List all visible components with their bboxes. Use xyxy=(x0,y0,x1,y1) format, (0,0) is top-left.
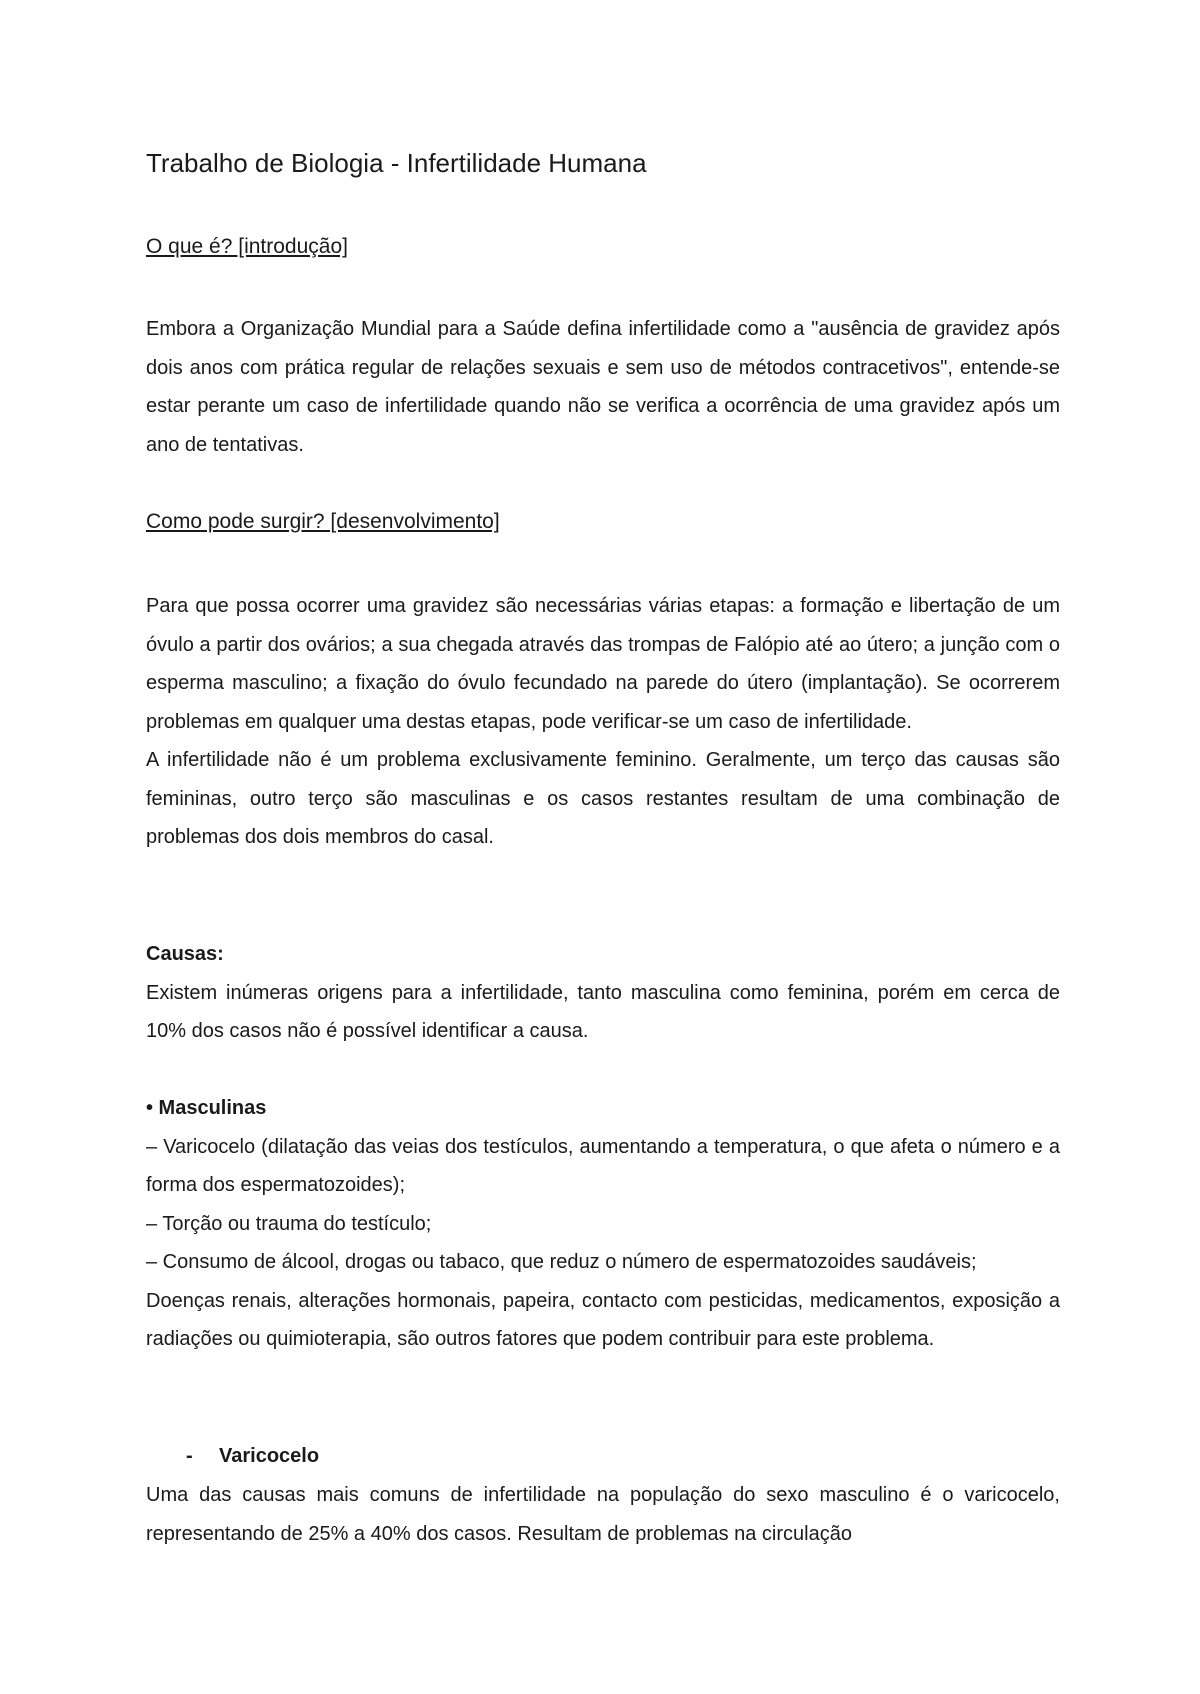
varicocele-subheading xyxy=(186,1437,319,1476)
causes-section xyxy=(146,935,1060,1051)
introduction-paragraph: Embora a Organização Mundial para a Saúde defina infertilidade como a "ausência de gravidez após dois anos com prática regular de relações sexuais e sem uso de métodos contracetivos", entende-se estar perante um caso de infertilidade quando não se verifica a ocorrência de uma gravidez após um ano de tentativas. xyxy=(146,318,1060,456)
varicocele-paragraph: Uma das causas mais comuns de infertilidade na população do sexo masculino é o varicocelo, representando de 25% a 40% dos casos. Resultam de problemas na circulação xyxy=(146,1484,1060,1545)
section-heading-development: Como pode surgir? [desenvolvimento] xyxy=(146,510,500,533)
masculine-item-substances: – Consumo de álcool, drogas ou tabaco, que reduz o número de espermatozoides saudáveis; xyxy=(146,1251,977,1273)
masculine-item-varicocele: – Varicocelo (dilatação das veias dos testículos, aumentando a temperatura, o que afeta o número e a forma dos espermatozoides); xyxy=(146,1135,1060,1196)
masculine-item-torsion: – Torção ou trauma do testículo; xyxy=(146,1212,432,1235)
section-heading-introduction: O que é? [introdução] xyxy=(146,235,348,258)
causes-label: Causas: xyxy=(146,943,224,965)
development-paragraph-not-exclusive: A infertilidade não é um problema exclusivamente feminino. Geralmente, um terço das causas são femininas, outro terço são masculinas e os casos restantes resultam de uma combinação de problemas dos dois membros do casal. xyxy=(146,749,1060,848)
causes-paragraph: Existem inúmeras origens para a infertilidade, tanto masculina como feminina, porém em cerca de 10% dos casos não é possível identificar a causa. xyxy=(146,981,1060,1042)
document-title: Trabalho de Biologia - Infertilidade Humana xyxy=(146,148,647,178)
masculine-causes-section xyxy=(146,1089,1060,1359)
masculine-other-factors: Doenças renais, alterações hormonais, papeira, contacto com pesticidas, medicamentos, exposição a radiações ou quimioterapia, são outros fatores que podem contribuir para este problema. xyxy=(146,1289,1060,1350)
masculine-label: • Masculinas xyxy=(146,1097,267,1119)
development-paragraph-stages: Para que possa ocorrer uma gravidez são necessárias várias etapas: a formação e libertação de um óvulo a partir dos ovários; a sua chegada através das trompas de Falópio até ao útero; a junção com o esperma masculino; a fixação do óvulo fecundado na parede do útero (implantação). Se ocorrerem problemas em qualquer uma destas etapas, pode verificar-se um caso de infertilidade. xyxy=(146,595,1060,733)
varicocele-bullet: - xyxy=(186,1445,193,1467)
varicocele-heading: Varicocelo xyxy=(219,1445,320,1467)
